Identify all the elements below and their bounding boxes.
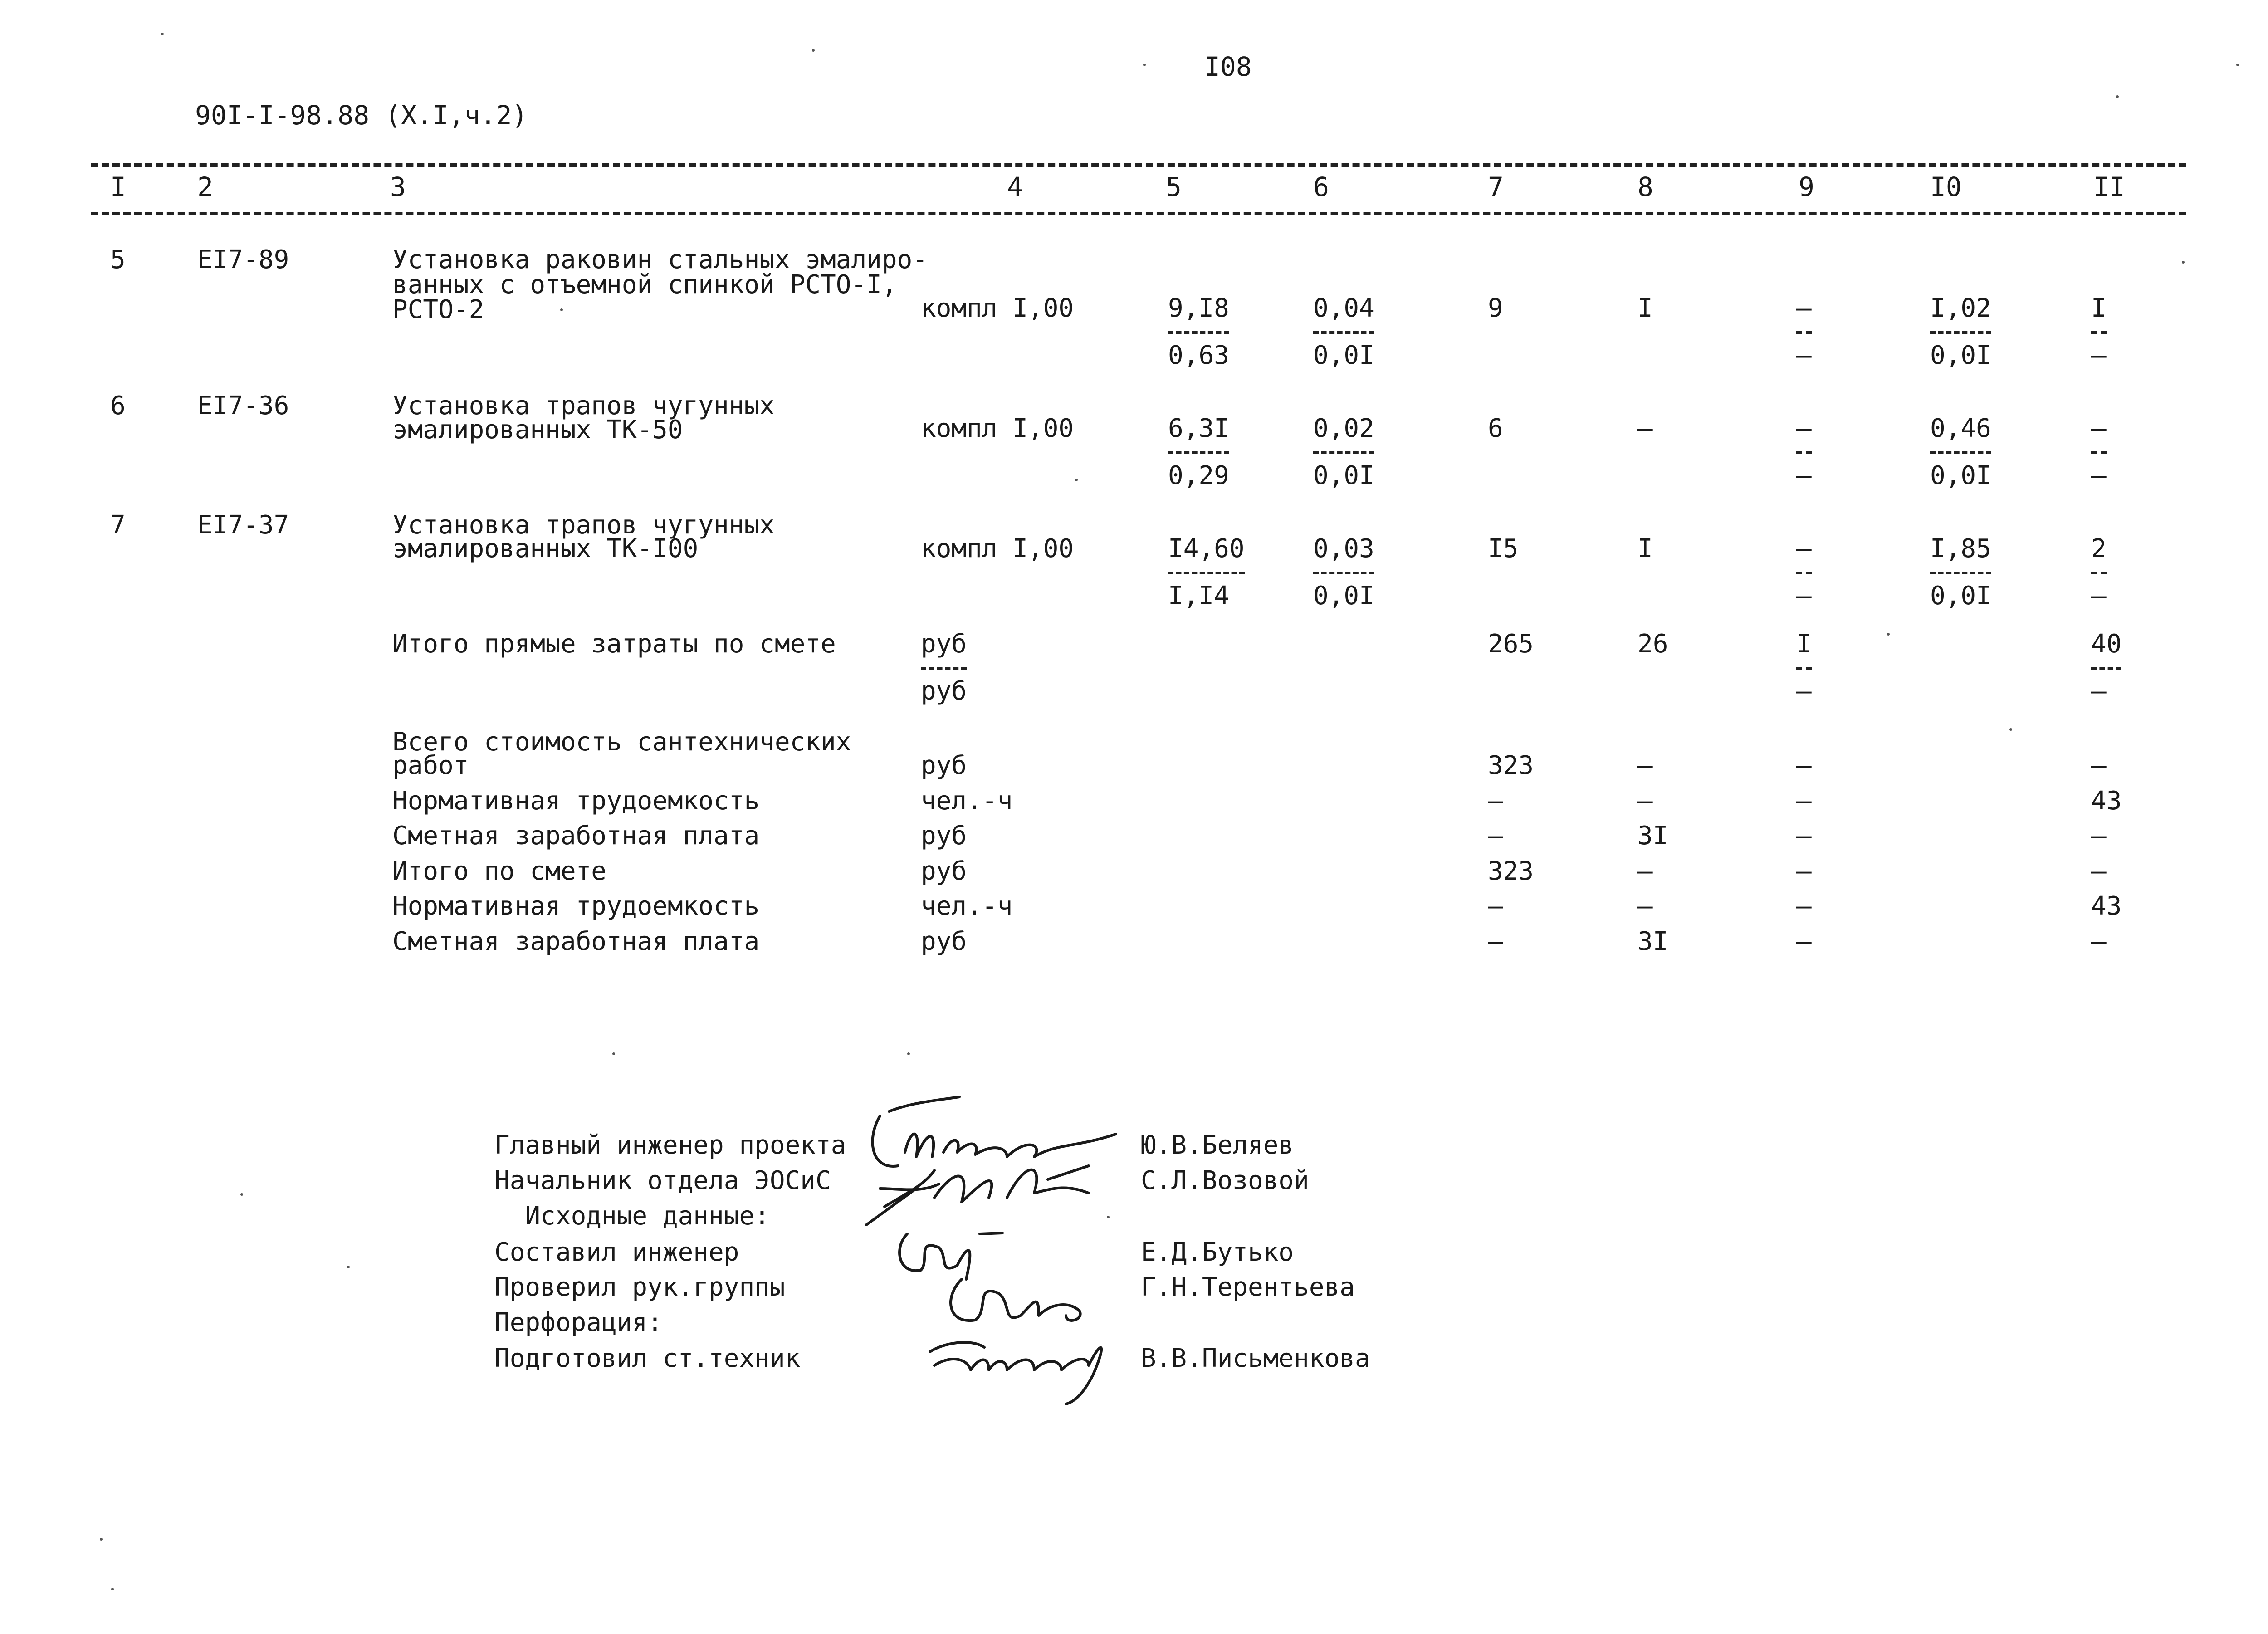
fraction-bar (1930, 331, 1991, 334)
row-name-line: Установка трапов чугунных (392, 510, 775, 540)
row-code: EI7-36 (197, 391, 289, 421)
fraction-bar (1168, 451, 1229, 454)
fraction-bar (1796, 451, 1812, 454)
fraction-bar (2091, 667, 2121, 670)
col-header-5: 5 (1166, 171, 1182, 202)
signature-role: Главный инженер проекта (494, 1130, 846, 1160)
summary-col9: – (1796, 821, 1812, 851)
row-col6-fraction (1313, 296, 1374, 368)
row-col9-fraction (1796, 416, 1812, 489)
row-col5-fraction (1168, 416, 1229, 489)
row-code: EI7-37 (197, 510, 289, 540)
fraction-denominator: 0,0I (1313, 461, 1374, 490)
row-col6-fraction (1313, 416, 1374, 489)
header-top-rule (91, 163, 2186, 167)
col-header-8: 8 (1637, 171, 1653, 202)
summary-label-line: Нормативная трудоемкость (392, 786, 760, 816)
summary-col11: – (2091, 927, 2107, 956)
signature-role: Перфорация: (494, 1308, 663, 1337)
handwritten-signature (934, 1261, 1116, 1334)
summary-col11: – (2091, 856, 2107, 886)
summary-col9: – (1796, 856, 1812, 886)
row-col7: I5 (1488, 534, 1519, 563)
row-col6-fraction (1313, 536, 1374, 609)
total-direct-col9-fraction (1796, 631, 1812, 704)
scan-speck (812, 49, 815, 52)
col-header-10: I0 (1930, 171, 1962, 202)
signature-role: Исходные данные: (494, 1201, 770, 1231)
scan-speck (1143, 64, 1146, 66)
signature-name: В.В.Письменкова (1141, 1344, 1370, 1373)
scan-speck (100, 1538, 103, 1541)
scan-speck (111, 1588, 114, 1590)
summary-label-line: Сметная заработная плата (392, 927, 760, 956)
signature-role: Проверил рук.группы (494, 1272, 785, 1302)
summary-col8: – (1637, 786, 1653, 816)
col-header-11: II (2093, 171, 2125, 202)
fraction-bar (1313, 451, 1374, 454)
fraction-numerator: 0,04 (1313, 294, 1374, 323)
row-name-line: РСТО-2 (392, 295, 484, 324)
fraction-numerator: 0,46 (1930, 414, 1991, 443)
scan-speck (612, 1052, 615, 1055)
fraction-denominator: – (2091, 581, 2107, 611)
fraction-denominator: – (1796, 341, 1812, 370)
fraction-bar (1168, 331, 1229, 334)
row-unit-qty: компл I,00 (921, 534, 1074, 563)
row-col8: – (1637, 414, 1653, 443)
summary-col9: – (1796, 751, 1812, 780)
row-name-line: ванных с отъемной спинкой РСТО-I, (392, 270, 897, 299)
summary-col8: – (1637, 891, 1653, 921)
fraction-bar (1796, 667, 1812, 670)
total-direct-col8: 26 (1637, 629, 1668, 659)
row-col9-fraction (1796, 536, 1812, 609)
summary-label-line: Нормативная трудоемкость (392, 891, 760, 921)
row-name-line: Установка раковин стальных эмалиро- (392, 245, 928, 274)
fraction-denominator: – (2091, 676, 2107, 706)
row-unit-qty: компл I,00 (921, 294, 1074, 323)
scan-speck (907, 1052, 910, 1055)
fraction-numerator: – (2091, 414, 2107, 443)
fraction-bar (921, 667, 967, 670)
scan-speck (347, 1266, 350, 1268)
col-header-1: I (110, 171, 126, 202)
summary-col7: – (1488, 821, 1503, 851)
handwritten-signature (916, 1329, 1143, 1406)
fraction-denominator: – (1796, 461, 1812, 490)
signature-role: Начальник отдела ЭОСиС (494, 1166, 831, 1195)
signature-name: Ю.В.Беляев (1141, 1130, 1294, 1160)
row-number: 5 (110, 245, 126, 274)
col-header-4: 4 (1007, 171, 1023, 202)
fraction-numerator: 0,02 (1313, 414, 1374, 443)
row-col11-fraction (2091, 536, 2107, 609)
col-header-9: 9 (1799, 171, 1814, 202)
fraction-bar (2091, 331, 2107, 334)
row-col11-fraction (2091, 416, 2107, 489)
fraction-numerator: руб (921, 629, 967, 659)
fraction-numerator: 40 (2091, 629, 2122, 659)
summary-label-line: Итого по смете (392, 856, 607, 886)
fraction-denominator: – (1796, 581, 1812, 611)
fraction-numerator: – (1796, 414, 1812, 443)
fraction-denominator: I,I4 (1168, 581, 1229, 611)
summary-col11: 43 (2091, 891, 2122, 921)
fraction-numerator: I4,60 (1168, 534, 1245, 563)
summary-label-line: Сметная заработная плата (392, 821, 760, 851)
fraction-denominator: – (1796, 676, 1812, 706)
row-col7: 6 (1488, 414, 1503, 443)
summary-col8: – (1637, 856, 1653, 886)
row-col10-fraction (1930, 536, 1991, 609)
summary-col11: 43 (2091, 786, 2122, 816)
row-name-line: эмалированных ТК-50 (392, 415, 683, 445)
total-direct-unit-fraction (921, 631, 967, 704)
col-header-2: 2 (197, 171, 213, 202)
page-number: I08 (1204, 51, 1252, 82)
summary-col8: – (1637, 751, 1653, 780)
row-col5-fraction (1168, 296, 1229, 368)
row-col8: I (1637, 294, 1653, 323)
fraction-numerator: – (1796, 294, 1812, 323)
row-col5-fraction (1168, 536, 1245, 609)
total-direct-col11-fraction (2091, 631, 2121, 704)
fraction-denominator: 0,0I (1930, 341, 1991, 370)
fraction-bar (1168, 572, 1245, 574)
signature-name: Е.Д.Бутько (1141, 1238, 1294, 1267)
summary-col11: – (2091, 821, 2107, 851)
summary-unit: руб (921, 856, 967, 886)
col-header-3: 3 (390, 171, 406, 202)
fraction-denominator: 0,0I (1313, 341, 1374, 370)
signature-role: Составил инженер (494, 1238, 739, 1267)
scan-speck (240, 1193, 243, 1196)
row-col10-fraction (1930, 416, 1991, 489)
summary-col9: – (1796, 786, 1812, 816)
summary-unit: чел.-ч (921, 786, 1013, 816)
fraction-numerator: 6,3I (1168, 414, 1229, 443)
row-name-line: Установка трапов чугунных (392, 391, 775, 421)
summary-label-line: Всего стоимость сантехнических (392, 727, 851, 757)
fraction-bar (2091, 451, 2107, 454)
fraction-numerator: I,85 (1930, 534, 1991, 563)
signature-role: Подготовил ст.техник (494, 1344, 801, 1373)
fraction-denominator: 0,0I (1313, 581, 1374, 611)
fraction-denominator: 0,63 (1168, 341, 1229, 370)
fraction-bar (2091, 572, 2107, 574)
summary-col7: – (1488, 786, 1503, 816)
row-col9-fraction (1796, 296, 1812, 368)
summary-col7: 323 (1488, 751, 1534, 780)
scan-speck (2236, 64, 2239, 66)
scan-speck (161, 33, 164, 35)
row-number: 7 (110, 510, 126, 540)
summary-unit: руб (921, 927, 967, 956)
col-header-6: 6 (1313, 171, 1329, 202)
row-name-line: эмалированных ТК-I00 (392, 534, 699, 563)
summary-unit: руб (921, 751, 967, 780)
scan-speck (2182, 261, 2185, 264)
summary-col7: – (1488, 927, 1503, 956)
total-direct-col7: 265 (1488, 629, 1534, 659)
row-unit-qty: компл I,00 (921, 414, 1074, 443)
fraction-bar (1930, 572, 1991, 574)
fraction-numerator: 9,I8 (1168, 294, 1229, 323)
header-bottom-rule (91, 212, 2186, 215)
fraction-denominator: руб (921, 676, 967, 706)
fraction-numerator: 0,03 (1313, 534, 1374, 563)
summary-col9: – (1796, 891, 1812, 921)
fraction-numerator: I,02 (1930, 294, 1991, 323)
fraction-numerator: I (2091, 294, 2107, 323)
col-header-7: 7 (1488, 171, 1504, 202)
summary-unit: чел.-ч (921, 891, 1013, 921)
fraction-denominator: 0,29 (1168, 461, 1229, 490)
fraction-bar (1796, 331, 1812, 334)
summary-col9: – (1796, 927, 1812, 956)
summary-col11: – (2091, 751, 2107, 780)
fraction-denominator: 0,0I (1930, 461, 1991, 490)
fraction-denominator: – (2091, 461, 2107, 490)
summary-col7: 323 (1488, 856, 1534, 886)
scan-speck (2009, 728, 2012, 731)
summary-col8: 3I (1637, 927, 1668, 956)
row-col11-fraction (2091, 296, 2107, 368)
fraction-denominator: 0,0I (1930, 581, 1991, 611)
scan-speck (2116, 95, 2119, 98)
summary-col7: – (1488, 891, 1503, 921)
summary-unit: руб (921, 821, 967, 851)
document-code: 90I-I-98.88 (X.I,ч.2) (195, 100, 528, 131)
row-number: 6 (110, 391, 126, 421)
total-direct-label: Итого прямые затраты по смете (392, 629, 836, 659)
fraction-bar (1313, 572, 1374, 574)
scan-speck (1075, 479, 1078, 481)
fraction-bar (1930, 451, 1991, 454)
scan-speck (1107, 1216, 1110, 1218)
summary-label-line: работ (392, 751, 469, 780)
scan-speck (1887, 633, 1890, 636)
fraction-numerator: – (1796, 534, 1812, 563)
summary-col8: 3I (1637, 821, 1668, 851)
row-col10-fraction (1930, 296, 1991, 368)
scan-speck (560, 308, 563, 311)
fraction-bar (1796, 572, 1812, 574)
row-col8: I (1637, 534, 1653, 563)
row-code: EI7-89 (197, 245, 289, 274)
fraction-bar (1313, 331, 1374, 334)
fraction-numerator: I (1796, 629, 1812, 659)
row-col7: 9 (1488, 294, 1503, 323)
fraction-denominator: – (2091, 341, 2107, 370)
fraction-numerator: 2 (2091, 534, 2107, 563)
signature-name: С.Л.Возовой (1141, 1166, 1309, 1195)
signature-name: Г.Н.Терентьева (1141, 1272, 1355, 1302)
